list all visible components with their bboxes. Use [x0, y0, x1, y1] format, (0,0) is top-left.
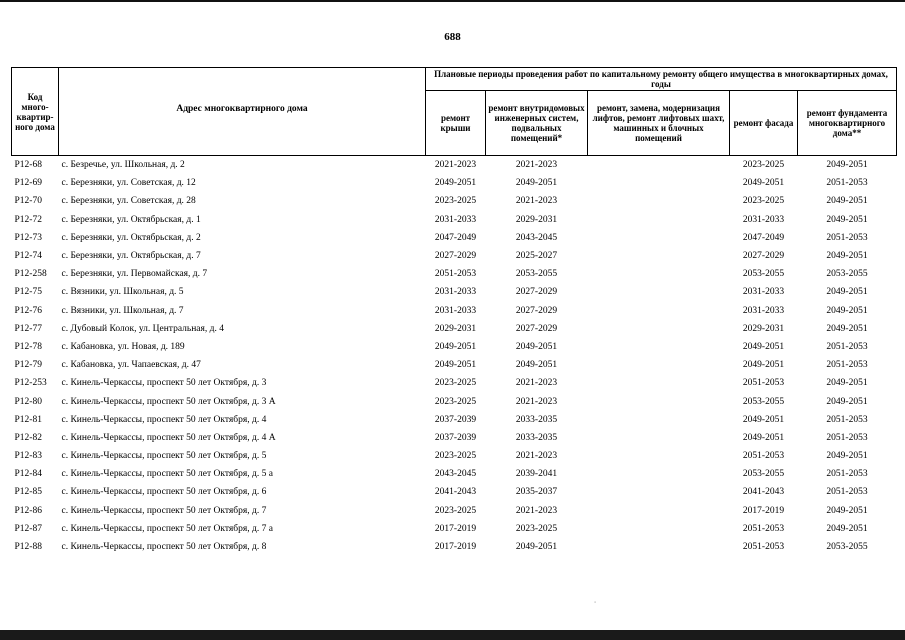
cell-elevators [588, 483, 730, 501]
top-border-line [0, 0, 905, 2]
cell-foundation: 2051-2053 [826, 432, 868, 443]
cell-address: с. Березняки, ул. Октябрьская, д. 1 [61, 214, 201, 225]
cell-code: Р12-88 [14, 542, 42, 553]
cell-address: с. Кинель-Черкассы, проспект 50 лет Октября, д. 5 [61, 451, 267, 462]
table-row [12, 320, 897, 338]
cell-facade: 2053-2055 [742, 269, 785, 280]
cell-elevators [588, 429, 730, 447]
cell-roof: 2037-2039 [434, 432, 477, 443]
cell-foundation: 2053-2055 [826, 542, 868, 553]
cell-facade: 2023-2025 [742, 196, 785, 207]
cell-systems: 2039-2041 [515, 469, 558, 480]
table-row [12, 429, 897, 447]
table-row [12, 229, 897, 247]
cell-facade: 2049-2051 [742, 178, 785, 189]
cell-elevators [588, 320, 730, 338]
cell-foundation: 2051-2053 [826, 360, 868, 371]
cell-roof: 2027-2029 [434, 251, 477, 262]
cell-systems: 2021-2023 [515, 160, 558, 171]
table-row [12, 283, 897, 301]
cell-foundation: 2051-2053 [826, 178, 868, 189]
table-row [12, 192, 897, 210]
cell-code: Р12-70 [14, 196, 42, 207]
cell-elevators [588, 211, 730, 229]
table-row [12, 447, 897, 465]
cell-systems: 2033-2035 [515, 414, 558, 425]
cell-systems: 2021-2023 [515, 505, 558, 516]
table-row [12, 247, 897, 265]
cell-systems: 2049-2051 [515, 360, 558, 371]
cell-systems: 2027-2029 [515, 287, 558, 298]
cell-facade: 2053-2055 [742, 396, 785, 407]
cell-address: с. Кинель-Черкассы, проспект 50 лет Октября, д. 3 А [61, 396, 276, 407]
cell-elevators [588, 302, 730, 320]
cell-elevators [588, 411, 730, 429]
cell-roof: 2023-2025 [434, 378, 477, 389]
cell-roof: 2023-2025 [434, 505, 477, 516]
cell-code: Р12-81 [14, 414, 42, 425]
cell-code: Р12-80 [14, 396, 42, 407]
cell-code: Р12-75 [14, 287, 42, 298]
cell-systems: 2043-2045 [515, 232, 558, 243]
cell-address: с. Березняки, ул. Первомайская, д. 7 [61, 269, 208, 280]
cell-elevators [588, 374, 730, 392]
cell-foundation: 2049-2051 [826, 505, 868, 516]
cell-code: Р12-74 [14, 251, 42, 262]
cell-code: Р12-86 [14, 505, 42, 516]
cell-elevators [588, 156, 730, 175]
cell-systems: 2021-2023 [515, 378, 558, 389]
column-group-header: Плановые периоды проведения работ по капитальному ремонту общего имущества в многоквартирных домах, годы [426, 68, 897, 91]
cell-foundation: 2049-2051 [826, 196, 868, 207]
cell-elevators [588, 283, 730, 301]
scan-speck: ⸱ [594, 598, 597, 607]
table-row [12, 392, 897, 410]
cell-facade: 2051-2053 [742, 451, 785, 462]
cell-roof: 2049-2051 [434, 341, 477, 352]
table-row [12, 211, 897, 229]
cell-roof: 2049-2051 [434, 360, 477, 371]
cell-code: Р12-82 [14, 432, 42, 443]
cell-foundation: 2049-2051 [826, 451, 868, 462]
table-row [12, 520, 897, 538]
column-header-foundation: ремонт фундамента многоквартирного дома** [798, 91, 897, 156]
cell-facade: 2031-2033 [742, 305, 785, 316]
cell-roof: 2043-2045 [434, 469, 477, 480]
cell-facade: 2049-2051 [742, 414, 785, 425]
cell-facade: 2049-2051 [742, 341, 785, 352]
repair-schedule-table [11, 67, 897, 556]
cell-address: с. Кинель-Черкассы, проспект 50 лет Октября, д. 6 [61, 487, 267, 498]
cell-foundation: 2049-2051 [826, 287, 868, 298]
cell-elevators [588, 192, 730, 210]
page-number: 688 [444, 31, 461, 43]
cell-roof: 2031-2033 [434, 305, 477, 316]
cell-roof: 2047-2049 [434, 232, 477, 243]
column-header-roof: ремонт крыши [426, 91, 486, 156]
cell-roof: 2023-2025 [434, 396, 477, 407]
cell-facade: 2041-2043 [742, 487, 785, 498]
cell-systems: 2027-2029 [515, 323, 558, 334]
cell-address: с. Кинель-Черкассы, проспект 50 лет Октября, д. 7 а [61, 523, 273, 534]
cell-facade: 2017-2019 [742, 505, 785, 516]
cell-facade: 2051-2053 [742, 378, 785, 389]
cell-address: с. Кабановка, ул. Новая, д. 189 [61, 341, 185, 352]
cell-facade: 2049-2051 [742, 360, 785, 371]
cell-roof: 2023-2025 [434, 451, 477, 462]
cell-systems: 2023-2025 [515, 523, 558, 534]
cell-facade: 2031-2033 [742, 287, 785, 298]
cell-code: Р12-68 [14, 160, 42, 171]
cell-roof: 2023-2025 [434, 196, 477, 207]
cell-code: Р12-83 [14, 451, 42, 462]
cell-code: Р12-84 [14, 469, 42, 480]
cell-elevators [588, 229, 730, 247]
column-header-facade: ремонт фасада [730, 91, 798, 156]
cell-foundation: 2049-2051 [826, 396, 868, 407]
cell-systems: 2035-2037 [515, 487, 558, 498]
cell-code: Р12-72 [14, 214, 42, 225]
cell-elevators [588, 520, 730, 538]
cell-foundation: 2051-2053 [826, 487, 868, 498]
cell-foundation: 2051-2053 [826, 414, 868, 425]
column-header-code: Код много-квартир-ного дома [12, 68, 59, 156]
table-row [12, 502, 897, 520]
cell-systems: 2049-2051 [515, 542, 558, 553]
cell-address: с. Кинель-Черкассы, проспект 50 лет Октября, д. 4 [61, 414, 267, 425]
cell-roof: 2031-2033 [434, 287, 477, 298]
cell-address: с. Вязники, ул. Школьная, д. 7 [61, 305, 184, 316]
cell-address: с. Кинель-Черкассы, проспект 50 лет Октября, д. 4 А [61, 432, 276, 443]
column-header-systems: ремонт внутридомовых инженерных систем, подвальных помещений* [486, 91, 588, 156]
cell-systems: 2049-2051 [515, 341, 558, 352]
cell-facade: 2029-2031 [742, 323, 785, 334]
cell-elevators [588, 265, 730, 283]
cell-foundation: 2049-2051 [826, 160, 868, 171]
cell-systems: 2021-2023 [515, 196, 558, 207]
cell-foundation: 2051-2053 [826, 232, 868, 243]
bottom-border-bar [0, 630, 905, 640]
cell-roof: 2021-2023 [434, 160, 477, 171]
cell-elevators [588, 502, 730, 520]
cell-systems: 2027-2029 [515, 305, 558, 316]
cell-systems: 2021-2023 [515, 396, 558, 407]
cell-code: Р12-73 [14, 232, 42, 243]
cell-foundation: 2049-2051 [826, 523, 868, 534]
cell-facade: 2049-2051 [742, 432, 785, 443]
cell-foundation: 2049-2051 [826, 251, 868, 262]
cell-roof: 2051-2053 [434, 269, 477, 280]
cell-systems: 2049-2051 [515, 178, 558, 189]
cell-facade: 2051-2053 [742, 523, 785, 534]
cell-code: Р12-253 [14, 378, 47, 389]
column-header-elevators: ремонт, замена, модернизация лифтов, ремонт лифтовых шахт, машинных и блочных помещений [588, 91, 730, 156]
cell-code: Р12-258 [14, 269, 47, 280]
cell-address: с. Кабановка, ул. Чапаевская, д. 47 [61, 360, 201, 371]
cell-address: с. Кинель-Черкассы, проспект 50 лет Октября, д. 7 [61, 505, 267, 516]
cell-foundation: 2051-2053 [826, 341, 868, 352]
cell-address: с. Березняки, ул. Советская, д. 12 [61, 178, 196, 189]
cell-roof: 2031-2033 [434, 214, 477, 225]
cell-elevators [588, 465, 730, 483]
cell-code: Р12-87 [14, 523, 42, 534]
cell-facade: 2051-2053 [742, 542, 785, 553]
cell-roof: 2017-2019 [434, 523, 477, 534]
cell-roof: 2029-2031 [434, 323, 477, 334]
cell-systems: 2033-2035 [515, 432, 558, 443]
cell-code: Р12-79 [14, 360, 42, 371]
table-row [12, 483, 897, 501]
cell-code: Р12-78 [14, 341, 42, 352]
cell-facade: 2053-2055 [742, 469, 785, 480]
cell-roof: 2037-2039 [434, 414, 477, 425]
cell-systems: 2029-2031 [515, 214, 558, 225]
table-row [12, 156, 897, 175]
cell-foundation: 2049-2051 [826, 214, 868, 225]
cell-address: с. Вязники, ул. Школьная, д. 5 [61, 287, 184, 298]
cell-systems: 2025-2027 [515, 251, 558, 262]
cell-roof: 2049-2051 [434, 178, 477, 189]
table-row [12, 538, 897, 556]
cell-address: с. Безречье, ул. Школьная, д. 2 [61, 160, 185, 171]
column-header-address: Адрес многоквартирного дома [59, 68, 426, 156]
cell-code: Р12-85 [14, 487, 42, 498]
table-row [12, 356, 897, 374]
cell-address: с. Кинель-Черкассы, проспект 50 лет Октября, д. 5 а [61, 469, 273, 480]
table-row [12, 374, 897, 392]
cell-address: с. Кинель-Черкассы, проспект 50 лет Октября, д. 8 [61, 542, 267, 553]
table-row [12, 174, 897, 192]
cell-facade: 2023-2025 [742, 160, 785, 171]
cell-address: с. Березняки, ул. Октябрьская, д. 7 [61, 251, 201, 262]
cell-code: Р12-77 [14, 323, 42, 334]
cell-facade: 2031-2033 [742, 214, 785, 225]
cell-elevators [588, 247, 730, 265]
table-row [12, 302, 897, 320]
cell-foundation: 2053-2055 [826, 269, 868, 280]
cell-foundation: 2049-2051 [826, 305, 868, 316]
cell-address: с. Березняки, ул. Советская, д. 28 [61, 196, 196, 207]
cell-elevators [588, 174, 730, 192]
table-row [12, 465, 897, 483]
cell-address: с. Дубовый Колок, ул. Центральная, д. 4 [61, 323, 224, 334]
cell-facade: 2027-2029 [742, 251, 785, 262]
table-row [12, 265, 897, 283]
table-row [12, 338, 897, 356]
cell-systems: 2021-2023 [515, 451, 558, 462]
cell-systems: 2053-2055 [515, 269, 558, 280]
cell-elevators [588, 447, 730, 465]
cell-foundation: 2049-2051 [826, 323, 868, 334]
cell-facade: 2047-2049 [742, 232, 785, 243]
cell-address: с. Кинель-Черкассы, проспект 50 лет Октября, д. 3 [61, 378, 267, 389]
cell-code: Р12-69 [14, 178, 42, 189]
table-body [12, 156, 897, 557]
cell-elevators [588, 392, 730, 410]
cell-elevators [588, 356, 730, 374]
cell-roof: 2017-2019 [434, 542, 477, 553]
cell-elevators [588, 338, 730, 356]
cell-foundation: 2049-2051 [826, 378, 868, 389]
cell-elevators [588, 538, 730, 556]
cell-code: Р12-76 [14, 305, 42, 316]
table-row [12, 411, 897, 429]
cell-roof: 2041-2043 [434, 487, 477, 498]
cell-address: с. Березняки, ул. Октябрьская, д. 2 [61, 232, 201, 243]
cell-foundation: 2051-2053 [826, 469, 868, 480]
